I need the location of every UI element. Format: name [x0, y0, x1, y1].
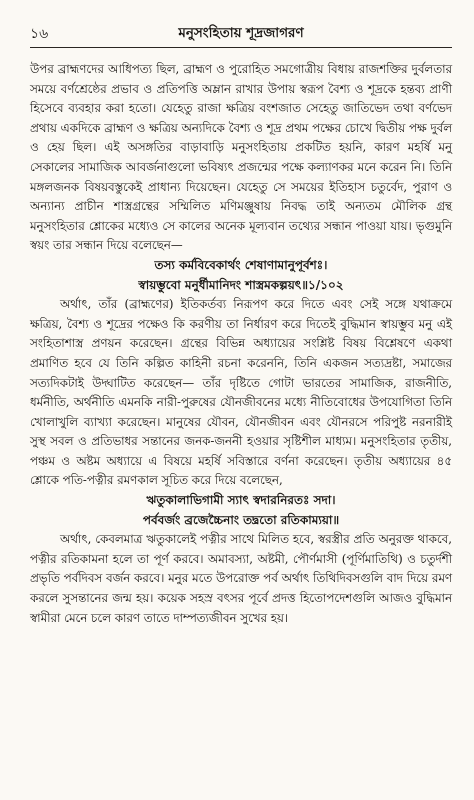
- verse-2-line-1: ঋতুকালাভিগামী স্যাৎ স্বদারনিরতঃ সদা।: [146, 493, 336, 508]
- body-text: [30, 60, 452, 628]
- verse-1-line-2: স্বায়ম্ভুবো মনুর্ধীমানিদং শাস্ত্রমকল্পয়ৎ॥১/১০২: [138, 277, 344, 292]
- verse-2-line-2: পর্ববর্জং ব্রজেচ্চৈনাং তদ্ব্রতো রতিকাম্যয়া॥: [142, 512, 340, 527]
- paragraph-3: অর্থাৎ, কেবলমাত্র ঋতুকালেই পত্নীর সাথে মিলিত হবে, স্বরস্ত্রীর প্রতি অনুরক্ত থাকবে, পত্নীর রতিকামনা হলে তা পূর্ণ করবে। অমাবস্যা, অষ্টমী, পৌর্ণমাসী (পূর্ণিমাতিথি) ও চতুর্দশী প্রভৃতি পর্বদিবস বর্জন করবে। মনুর মতে উপরোক্ত পর্ব অর্থাৎ তিথিদিবসগুলি বাদ দিয়ে রমণ করলে সুসন্তানের জন্ম হয়। কয়েক সহস্র বৎসর পূর্বে প্রদত্ত হিতোপদেশগুলি আজও বুদ্ধিমান স্বামীরা মেনে চলে কারণ তাতে দাম্পত্যজীবন সুখের হয়।: [30, 532, 452, 625]
- paragraph-2: অর্থাৎ, তাঁর (ব্রাহ্মণের) ইতিকর্তব্য নিরূপণ করে দিতে এবং সেই সঙ্গে যথাক্রমে ক্ষত্রিয়, বৈশ্য ও শূদ্রের পক্ষেও কি করণীয় তা নির্ধারণ করে দিতেই বুদ্ধিমান স্বায়ম্ভুব মনু এই সংহিতাশাস্ত্র প্রণয়ন করেছেন। গ্রন্থের বিভিন্ন অধ্যায়ের সংশ্লিষ্ট বিষয় বিশ্লেষণে একথা প্রমাণিত হবে যে তিনি কল্পিত কাহিনী রচনা করেননি, তিনি একজন সত্যদ্রষ্টা, সমাজের সত্যদিকটাই উদ্ঘাটিত করেছেন— তাঁর দৃষ্টিতে গোটা ভারতের সামাজিক, রাজনীতি, ধর্মনীতি, অর্থনীতি এমনকি নারী-পুরুষের যৌনজীবনের মধ্যে নীতিবোধের উপযোগিতা তিনি খোলাখুলি ব্যাখ্যা করেছেন। মানুষের যৌবন, যৌনজীবন এবং যৌনরসে পরিপুষ্ট নরনারীই সুস্থ সবল ও প্রতিভাধর সন্তানের জনক-জননী হওয়ার সৃষ্টিশীল মাধ্যম। মনুসংহিতার তৃতীয়, পঞ্চম ও অষ্টম অধ্যায়ে এ বিষয়ে মহর্ষি সবিস্তারে বর্ণনা করেছেন। তৃতীয় অধ্যায়ের ৪৫ শ্লোকে পতি-পত্নীর রমণকাল সূচিত করে দিয়ে বলেছেন,: [30, 297, 452, 488]
- running-title: মনুসংহিতায় শূদ্রজাগরণ: [178, 25, 304, 41]
- verse-1-line-1: তস্য কর্মবিবেকার্থং শেষাণামানুপূর্বশঃ।: [154, 257, 328, 272]
- page-number: ১৬: [30, 26, 49, 42]
- paragraph-1: উপর ব্রাহ্মণদের আধিপত্য ছিল, ব্রাহ্মণ ও পুরোহিত সমগোত্রীয় বিধায় রাজশক্তির দুর্বলতার সময়ে বর্ণশ্রেষ্ঠের প্রভাব ও প্রতিপত্তি অম্লান রাখার উপায় স্বরূপ বৈশ্য ও শূদ্রকে হন্তব্য প্রাণী হিসেবে ব্যবহার করা হতো। যেহেতু রাজা ক্ষত্রিয় বংশজাত সেহেতু জাতিভেদ তথা বর্ণভেদ প্রথায় একদিকে ব্রাহ্মণ ও ক্ষত্রিয় অন্যদিকে বৈশ্য ও শূদ্র প্রথম পক্ষের চোখে দ্বিতীয় পক্ষ দুর্বল ও হেয় ছিল। এই অসঙ্গতির বাড়াবাড়ি মনুসংহিতায় প্রকটিত হয়নি, কারণ মহর্ষি মনু সেকালের সামাজিক আবর্জনাগুলো ভবিষ্যৎ প্রজন্মের পক্ষে কল্যাণকর মনে করেন নি। তিনি মঙ্গলজনক বিষয়বস্তুকেই প্রাধান্য দিয়েছেন। যেহেতু সে সময়ের ইতিহাস চতুর্বেদ, পুরাণ ও অন্যান্য প্রাচীন শাস্ত্রগ্রন্থের সম্মিলিত মণিমঞ্জুষায় নিবদ্ধ তাই অন্যতম মৌলিক গ্রন্থ মনুসংহিতার শ্লোকের মধ্যেও সে কালের অনেক মূল্যবান তথ্যের সন্ধান পাওয়া যায়। ভৃগুমুনি স্বয়ং তার সন্ধান দিয়ে বলেছেন—: [30, 62, 452, 253]
- header-rule: [30, 47, 452, 48]
- page-header: [30, 22, 452, 42]
